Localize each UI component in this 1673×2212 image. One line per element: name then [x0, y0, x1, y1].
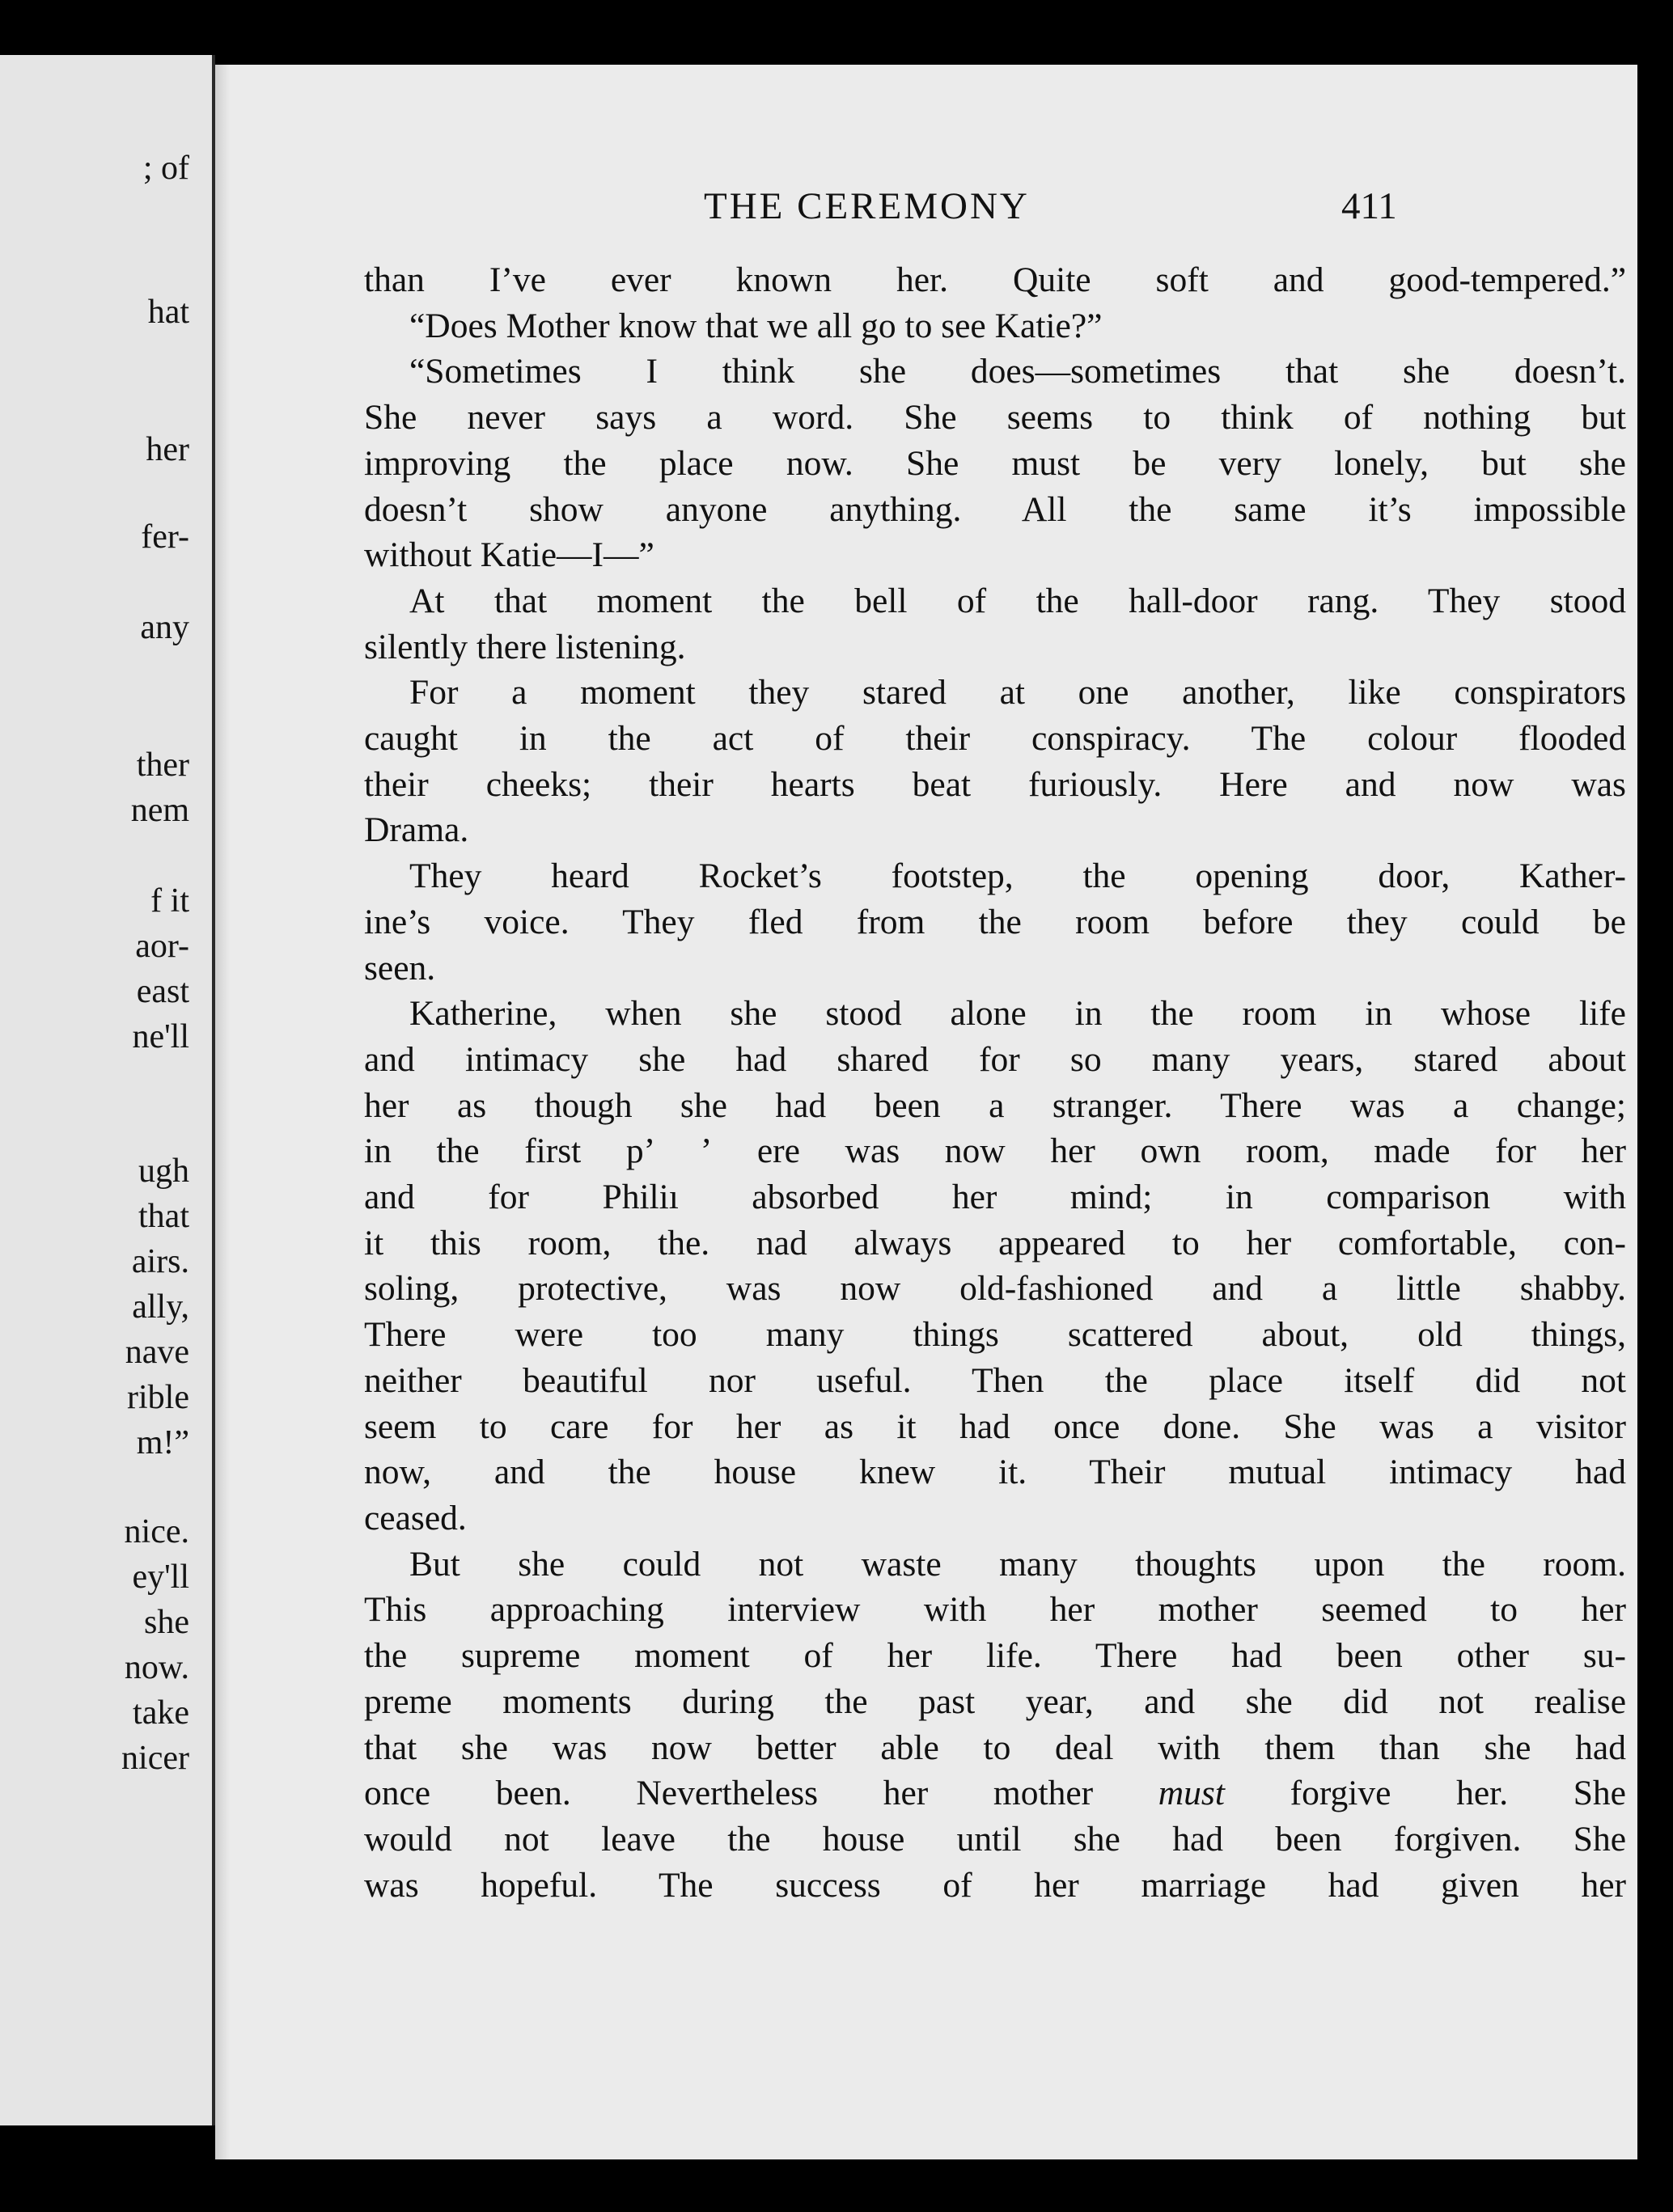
text-line: seen. [364, 948, 436, 988]
page-header [215, 184, 1637, 241]
facing-page-fragment: rible [127, 1379, 189, 1416]
text-line: her as though she had been a stranger. There was a change; [364, 1085, 1626, 1125]
text-line: their cheeks; their hearts beat furiously. Here and now was [364, 764, 1626, 804]
text-line: improving the place now. She must be very lonely, but she [364, 443, 1626, 483]
text-line: ceased. [364, 1498, 467, 1537]
facing-page-fragment: ey'll [132, 1559, 189, 1596]
text-line: it this room, the. nad always appeared to her comfortable, con- [364, 1223, 1626, 1262]
running-head: THE CEREMONY [704, 185, 1030, 227]
text-line: soling, protective, was now old-fashioned and a little shabby. [364, 1269, 1626, 1309]
text-line: ine’s voice. They fled from the room before they could be [364, 902, 1626, 941]
text-line: in the first pʼ ʼ ere was now her own room, made for her [364, 1131, 1626, 1171]
facing-page-fragment: nem [130, 792, 189, 829]
text-line: silently there listening. [364, 627, 686, 666]
facing-page-fragment: m!” [136, 1424, 189, 1461]
facing-page-fragment: ally, [132, 1288, 189, 1326]
text-line: would not leave the house until she had been forgiven. She [364, 1819, 1626, 1859]
facing-page-fragment: nave [125, 1334, 189, 1371]
text-line: “Sometimes I think she does—sometimes that she doesn’t. [409, 352, 1626, 391]
facing-page-fragment: ; of [142, 150, 189, 187]
facing-page-fragment: she [144, 1604, 189, 1641]
body-text [364, 257, 1626, 1908]
text-line: once been. Nevertheless her mother must forgive her. She [364, 1774, 1626, 1813]
text-line: that she was now better able to deal with them than she had [364, 1728, 1626, 1767]
text-line: But she could not waste many thoughts upon the room. [409, 1544, 1626, 1584]
book-page [215, 65, 1637, 2159]
facing-page-fragment: airs. [131, 1243, 189, 1280]
facing-page-edge [0, 55, 212, 2125]
text-line: without Katie—I—” [364, 535, 654, 575]
page-number: 411 [1341, 185, 1397, 227]
text-line: There were too many things scattered about, old things, [364, 1315, 1626, 1355]
facing-page-fragment: ther [136, 746, 189, 784]
text-line: now, and the house knew it. Their mutual intimacy had [364, 1453, 1626, 1492]
facing-page-fragment: that [138, 1198, 189, 1235]
text-line: At that moment the bell of the hall-door rang. They stood [409, 581, 1626, 620]
facing-page-fragment: east [136, 973, 189, 1010]
facing-page-fragment: take [133, 1694, 189, 1732]
text-line: preme moments during the past year, and she did not realise [364, 1681, 1626, 1721]
text-line: the supreme moment of her life. There had been other su- [364, 1636, 1626, 1676]
text-line: Katherine, when she stood alone in the room in whose life [409, 994, 1626, 1034]
text-line: and intimacy she had shared for so many years, stared about [364, 1039, 1626, 1079]
facing-page-fragment: hat [147, 294, 189, 331]
facing-page-fragment: aor- [135, 928, 189, 965]
text-line: seem to care for her as it had once done. She was a visitor [364, 1406, 1626, 1446]
text-line: neither beautiful nor useful. Then the place itself did not [364, 1360, 1626, 1400]
facing-page-fragment: ne'll [132, 1018, 189, 1055]
text-line: caught in the act of their conspiracy. The colour flooded [364, 719, 1626, 759]
text-line: “Does Mother know that we all go to see Katie?” [409, 306, 1103, 345]
facing-page-fragment: nicer [121, 1740, 189, 1777]
text-line: For a moment they stared at one another, like conspirators [409, 673, 1626, 713]
facing-page-fragment: fer- [141, 518, 189, 556]
facing-page-fragment: nice. [124, 1513, 189, 1550]
facing-page-fragment: her [146, 431, 189, 468]
facing-page-fragment: any [140, 609, 189, 646]
text-line: was hopeful. The success of her marriage had given her [364, 1865, 1626, 1905]
text-line: and for Philiı absorbed her mind; in comparison with [364, 1178, 1626, 1217]
text-line: than I’ve ever known her. Quite soft and good-tempered.” [364, 260, 1626, 299]
facing-page-fragment: ugh [138, 1153, 189, 1190]
facing-page-fragment: now. [124, 1649, 189, 1686]
text-line: She never says a word. She seems to think of nothing but [364, 398, 1626, 438]
emphasized-word: must [1158, 1774, 1225, 1813]
text-line: doesn’t show anyone anything. All the same it’s impossible [364, 489, 1626, 529]
text-line: They heard Rocket’s footstep, the opening door, Kather- [409, 856, 1626, 896]
facing-page-fragment: f it [150, 882, 189, 920]
text-line: Drama. [364, 810, 469, 850]
text-line: This approaching interview with her mother seemed to her [364, 1590, 1626, 1630]
